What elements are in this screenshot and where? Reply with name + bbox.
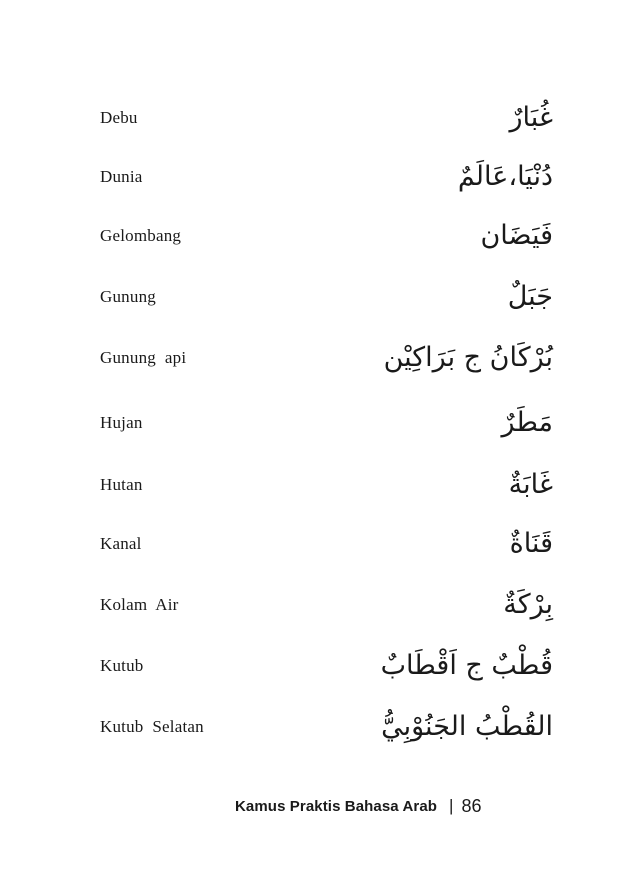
entry-dunia — [0, 152, 638, 202]
entry-latin: Hutan — [100, 475, 143, 494]
entry-arabic: غُبَارٌ — [509, 101, 553, 133]
footer-divider: | — [449, 796, 454, 815]
book-title: Kamus Praktis Bahasa Arab — [235, 797, 438, 815]
entry-hujan — [0, 398, 638, 448]
entry-latin: Dunia — [100, 167, 143, 186]
entry-latin: Kutub — [100, 656, 144, 675]
entry-latin: Kutub Selatan — [100, 717, 204, 736]
entry-gelombang — [0, 211, 638, 261]
page-footer — [235, 793, 482, 819]
entry-latin: Gunung — [100, 287, 156, 306]
entry-debu — [0, 93, 638, 143]
entry-kolam-air — [0, 580, 638, 630]
entry-arabic: بُرْكَانُ ج بَرَاكِيْن — [383, 341, 553, 373]
entry-arabic: قَنَاةٌ — [509, 527, 553, 559]
entry-arabic: قُطْبٌ ج اَقْطَابٌ — [380, 649, 553, 681]
page-number: 86 — [461, 795, 482, 816]
entry-latin: Hujan — [100, 413, 143, 432]
entry-latin: Debu — [100, 108, 138, 127]
entry-gunung — [0, 272, 638, 322]
entry-gunung-api — [0, 333, 638, 383]
entry-latin: Kanal — [100, 534, 142, 553]
entry-kutub-selatan — [0, 702, 638, 752]
entry-latin: Gelombang — [100, 226, 182, 245]
entry-arabic: جَبَلٌ — [507, 280, 553, 312]
entry-arabic: فَيَضَان — [480, 219, 553, 251]
entry-hutan — [0, 460, 638, 510]
entry-latin: Gunung api — [100, 348, 187, 367]
entry-arabic: غَابَةٌ — [508, 468, 553, 500]
entry-kutub — [0, 641, 638, 691]
entry-kanal — [0, 519, 638, 569]
entry-arabic: دُنْيَا،عَالَمٌ — [457, 160, 553, 192]
entry-latin: Kolam Air — [100, 595, 179, 614]
entry-arabic: بِرْكَةٌ — [503, 588, 553, 620]
entry-arabic: القُطْبُ الجَنُوْبِيُّ — [381, 710, 553, 742]
entry-arabic: مَطَرٌ — [501, 406, 553, 438]
